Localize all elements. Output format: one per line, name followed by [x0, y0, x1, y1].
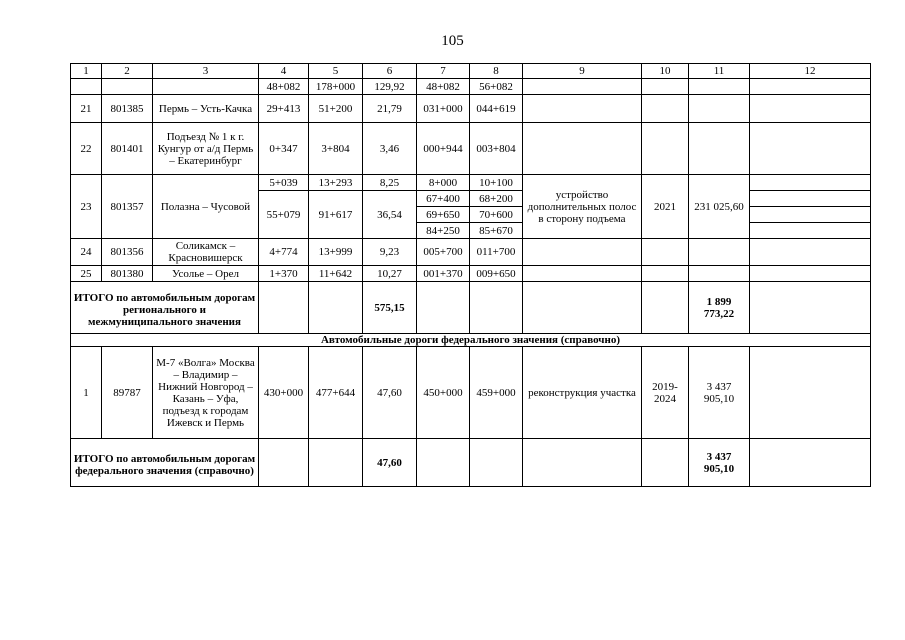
cell-empty: [259, 439, 309, 487]
column-number: 4: [259, 64, 309, 79]
column-number: 3: [153, 64, 259, 79]
cell-section-start: 000+944: [417, 123, 470, 175]
cell-road-name: Пермь – Усть-Качка: [153, 95, 259, 123]
cell-section-end: 459+000: [470, 347, 523, 439]
cell-empty: [642, 439, 689, 487]
column-number: 9: [523, 64, 642, 79]
cell-empty: [470, 439, 523, 487]
cell-length: 10,27: [363, 266, 417, 282]
cell-empty: [259, 282, 309, 334]
cell-empty: [750, 207, 871, 223]
cell-section-start: 67+400: [417, 191, 470, 207]
cell-empty: [309, 282, 363, 334]
cell-end-km: 11+642: [309, 266, 363, 282]
cell-section-end: 10+100: [470, 175, 523, 191]
total-label: ИТОГО по автомобильным дорогам федерального значения (справочно): [71, 439, 259, 487]
road-works-table: [70, 63, 871, 487]
cell-empty: [689, 123, 750, 175]
table-row: [71, 175, 871, 191]
cell-empty: [71, 79, 102, 95]
cell-section-end: 003+804: [470, 123, 523, 175]
cell-empty: [642, 95, 689, 123]
cell-start-km: 5+039: [259, 175, 309, 191]
total-cost: 3 437 905,10: [689, 439, 750, 487]
cell-number: 24: [71, 239, 102, 266]
column-number: 11: [689, 64, 750, 79]
cell-number: 22: [71, 123, 102, 175]
cell-cost: 3 437 905,10: [689, 347, 750, 439]
total-length: 575,15: [363, 282, 417, 334]
cell-empty: [750, 282, 871, 334]
cell-length: 21,79: [363, 95, 417, 123]
section-title: Автомобильные дороги федерального значения (справочно): [71, 334, 871, 347]
cell-length: 8,25: [363, 175, 417, 191]
cell-year: 2021: [642, 175, 689, 239]
cell-number: 25: [71, 266, 102, 282]
cell-start-km: 48+082: [259, 79, 309, 95]
cell-empty: [417, 439, 470, 487]
table-row: [71, 95, 871, 123]
cell-empty: [750, 191, 871, 207]
column-number: 7: [417, 64, 470, 79]
table-row: [71, 266, 871, 282]
cell-empty: [417, 282, 470, 334]
column-number: 8: [470, 64, 523, 79]
cell-empty: [153, 79, 259, 95]
cell-section-start: 84+250: [417, 223, 470, 239]
column-number: 10: [642, 64, 689, 79]
cell-section-end: 009+650: [470, 266, 523, 282]
cell-empty: [642, 239, 689, 266]
cell-empty: [470, 282, 523, 334]
cell-empty: [750, 79, 871, 95]
cell-road-name: Подъезд № 1 к г. Кунгур от а/д Пермь – Екатеринбург: [153, 123, 259, 175]
cell-empty: [750, 439, 871, 487]
cell-empty: [689, 266, 750, 282]
cell-length: 3,46: [363, 123, 417, 175]
cell-year: 2019-2024: [642, 347, 689, 439]
cell-empty: [642, 123, 689, 175]
cell-section-start: 69+650: [417, 207, 470, 223]
cell-road-code: 801401: [102, 123, 153, 175]
cell-empty: [750, 175, 871, 191]
cell-length: 47,60: [363, 347, 417, 439]
column-number: 2: [102, 64, 153, 79]
cell-number: 1: [71, 347, 102, 439]
cell-end-km: 477+644: [309, 347, 363, 439]
cell-end-km: 13+999: [309, 239, 363, 266]
cell-empty: [750, 347, 871, 439]
cell-work-type: устройство дополнительных полос в сторону подъема: [523, 175, 642, 239]
section-header-row: [71, 334, 871, 347]
table-row: [71, 239, 871, 266]
cell-empty: [523, 282, 642, 334]
cell-road-name: Полазна – Чусовой: [153, 175, 259, 239]
cell-length: 129,92: [363, 79, 417, 95]
cell-empty: [750, 123, 871, 175]
table-row: [71, 123, 871, 175]
cell-end-km: 51+200: [309, 95, 363, 123]
cell-section-end: 85+670: [470, 223, 523, 239]
column-number: 6: [363, 64, 417, 79]
cell-start-km: 55+079: [259, 191, 309, 239]
cell-empty: [750, 223, 871, 239]
cell-number: 23: [71, 175, 102, 239]
total-row-federal: [71, 439, 871, 487]
cell-empty: [642, 266, 689, 282]
cell-empty: [689, 79, 750, 95]
cell-start-km: 1+370: [259, 266, 309, 282]
cell-section-end: 044+619: [470, 95, 523, 123]
column-number-row: [71, 64, 871, 79]
column-number: 1: [71, 64, 102, 79]
cell-cost: 231 025,60: [689, 175, 750, 239]
cell-empty: [750, 95, 871, 123]
cell-section-end: 56+082: [470, 79, 523, 95]
cell-empty: [642, 282, 689, 334]
cell-section-start: 005+700: [417, 239, 470, 266]
cell-road-name: М-7 «Волга» Москва – Владимир – Нижний Новгород – Казань – Уфа, подъезд к городам Ижевск и Пермь: [153, 347, 259, 439]
cell-road-code: 801356: [102, 239, 153, 266]
cell-work-type: реконструкция участка: [523, 347, 642, 439]
cell-end-km: 3+804: [309, 123, 363, 175]
total-label: ИТОГО по автомобильным дорогам регионального и межмуниципального значения: [71, 282, 259, 334]
cell-start-km: 29+413: [259, 95, 309, 123]
cell-end-km: 91+617: [309, 191, 363, 239]
cell-empty: [750, 239, 871, 266]
cell-section-start: 001+370: [417, 266, 470, 282]
cell-section-start: 48+082: [417, 79, 470, 95]
table-row: [71, 347, 871, 439]
cell-empty: [689, 239, 750, 266]
cell-end-km: 178+000: [309, 79, 363, 95]
cell-empty: [523, 239, 642, 266]
cell-section-end: 011+700: [470, 239, 523, 266]
cell-start-km: 0+347: [259, 123, 309, 175]
total-cost: 1 899 773,22: [689, 282, 750, 334]
table-row: [71, 79, 871, 95]
cell-road-name: Соликамск – Красновишерск: [153, 239, 259, 266]
cell-section-start: 8+000: [417, 175, 470, 191]
cell-empty: [689, 95, 750, 123]
cell-section-start: 450+000: [417, 347, 470, 439]
column-number: 5: [309, 64, 363, 79]
cell-road-code: 801385: [102, 95, 153, 123]
cell-road-code: 89787: [102, 347, 153, 439]
cell-length: 36,54: [363, 191, 417, 239]
cell-section-end: 70+600: [470, 207, 523, 223]
total-row-regional: [71, 282, 871, 334]
cell-empty: [523, 95, 642, 123]
cell-empty: [523, 266, 642, 282]
cell-start-km: 4+774: [259, 239, 309, 266]
cell-section-start: 031+000: [417, 95, 470, 123]
cell-section-end: 68+200: [470, 191, 523, 207]
cell-empty: [523, 123, 642, 175]
cell-road-code: 801357: [102, 175, 153, 239]
cell-empty: [309, 439, 363, 487]
cell-empty: [642, 79, 689, 95]
cell-length: 9,23: [363, 239, 417, 266]
cell-road-name: Усолье – Орел: [153, 266, 259, 282]
column-number: 12: [750, 64, 871, 79]
cell-empty: [523, 439, 642, 487]
cell-end-km: 13+293: [309, 175, 363, 191]
cell-road-code: 801380: [102, 266, 153, 282]
cell-number: 21: [71, 95, 102, 123]
cell-empty: [523, 79, 642, 95]
total-length: 47,60: [363, 439, 417, 487]
cell-start-km: 430+000: [259, 347, 309, 439]
cell-empty: [750, 266, 871, 282]
page-number: 105: [441, 33, 464, 49]
cell-empty: [102, 79, 153, 95]
